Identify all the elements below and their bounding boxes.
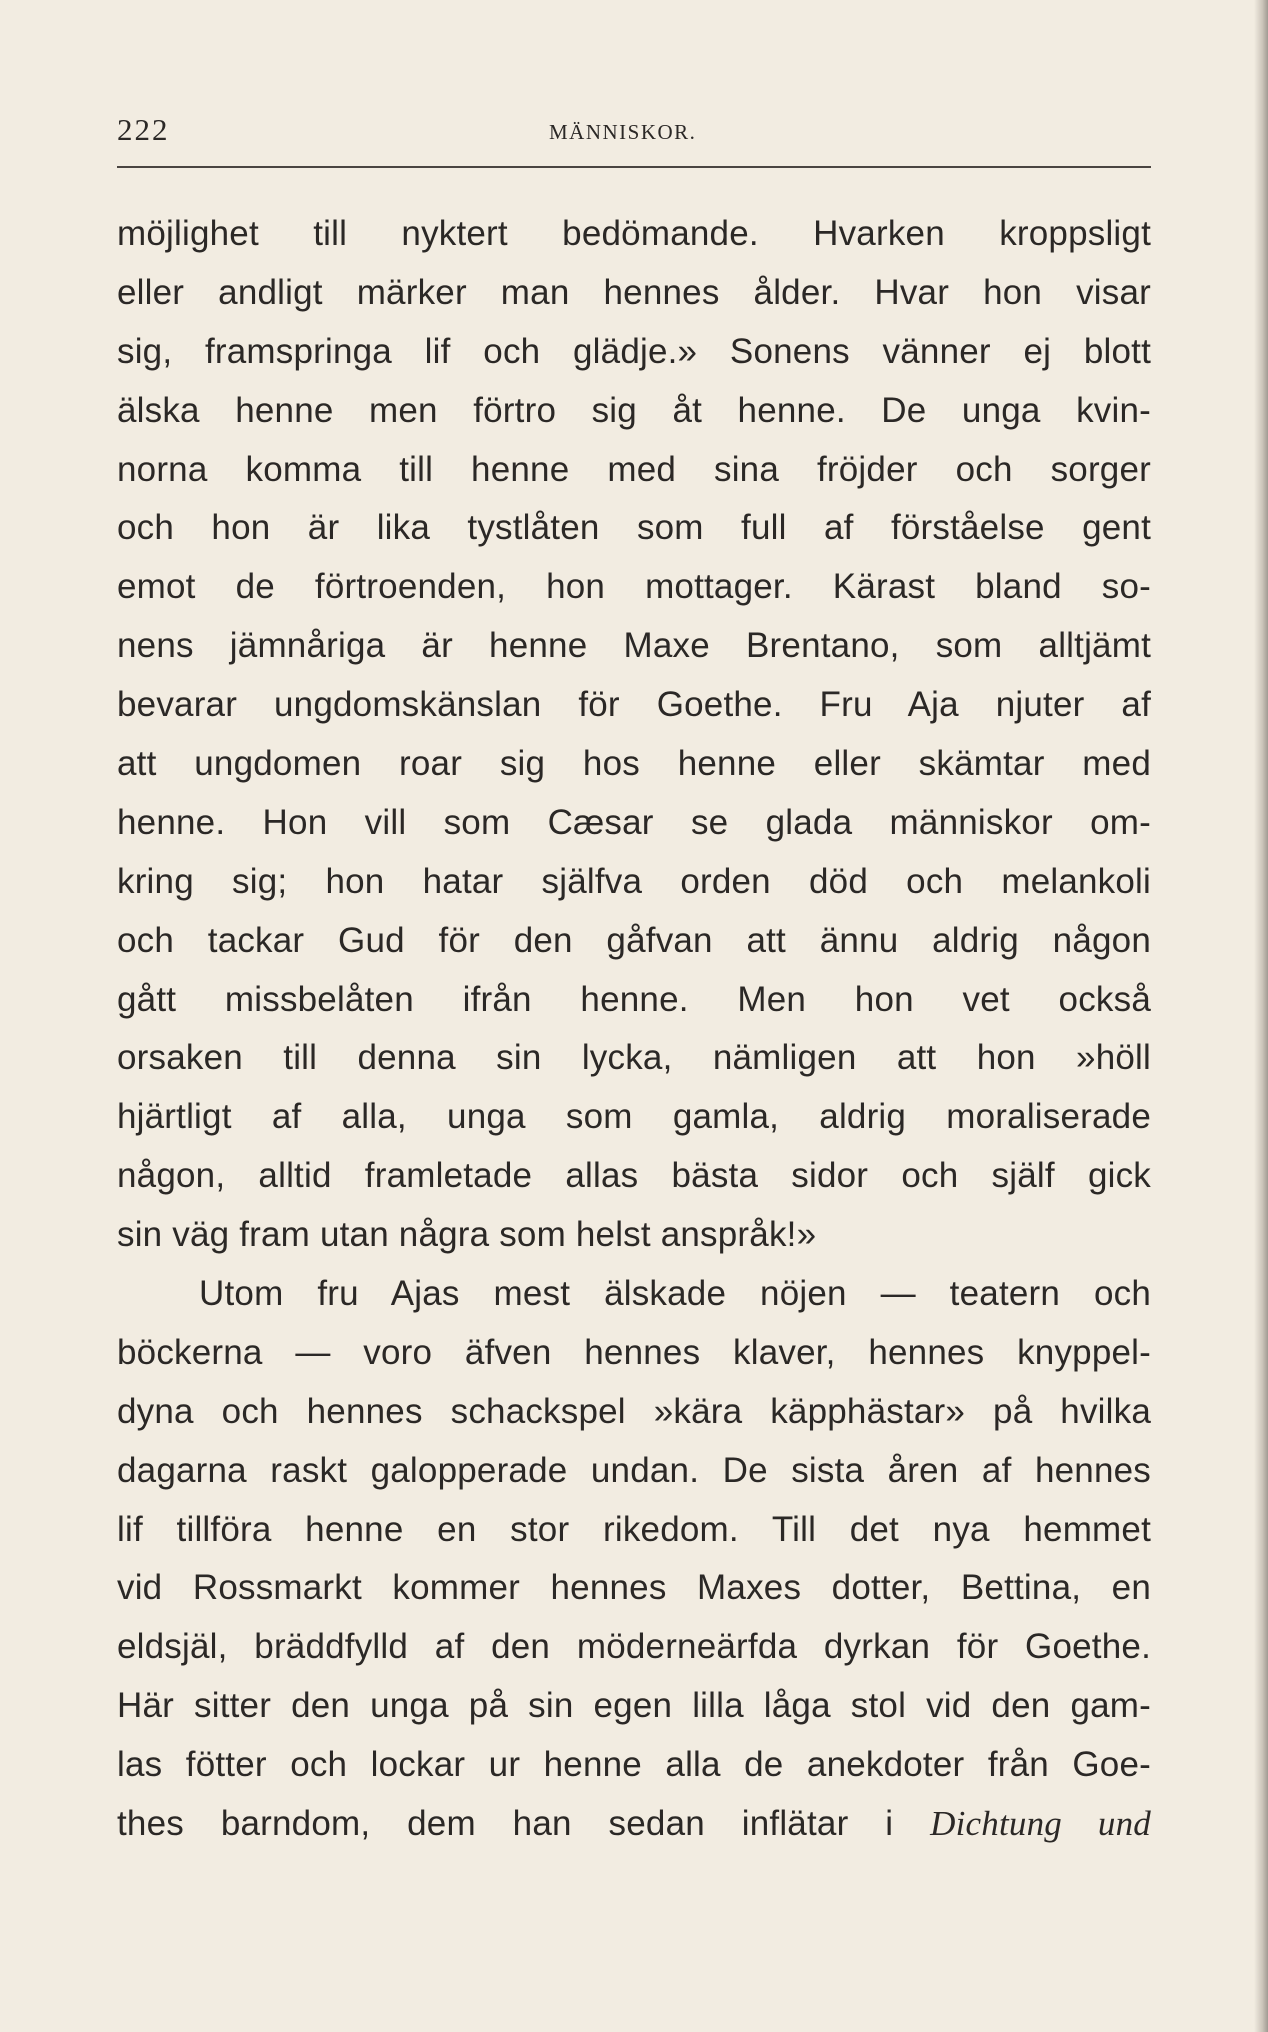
page-edge-shadow [1254, 0, 1268, 2032]
running-head: MÄNNISKOR. [549, 120, 697, 144]
text-line: eller andligt märker man hennes ålder. Hvar hon visar [117, 272, 1151, 312]
body-text [117, 205, 1151, 1854]
text-line: las fötter och lockar ur henne alla de anekdoter från Goe- [117, 1745, 1151, 1785]
page-header [117, 112, 1151, 152]
text-line: vid Rossmarkt kommer hennes Maxes dotter, Bettina, en [117, 1568, 1151, 1608]
text-line-last [117, 1795, 1151, 1854]
page-number: 222 [117, 112, 170, 147]
text-line: hjärtligt af alla, unga som gamla, aldrig moraliserade [117, 1097, 1151, 1137]
text-line: och hon är lika tystlåten som full af förståelse gent [117, 508, 1151, 548]
text-line-paragraph-end: sin väg fram utan några som helst anspråk!» [117, 1215, 817, 1255]
text-line: böckerna — voro äfven hennes klaver, hennes knyppel- [117, 1332, 1151, 1372]
text-line: möjlighet till nyktert bedömande. Hvarken kroppsligt [117, 214, 1151, 253]
text-line: nens jämnåriga är henne Maxe Brentano, som alltjämt [117, 626, 1151, 666]
text-line: kring sig; hon hatar själfva orden död och melankoli [117, 861, 1151, 901]
text-line: lif tillföra henne en stor rikedom. Till det nya hemmet [117, 1509, 1151, 1549]
text-line-last-roman: thes barndom, dem han sedan inflätar i [117, 1804, 894, 1844]
text-line: dyna och hennes schackspel »kära käpphästar» på hvilka [117, 1391, 1151, 1431]
header-rule [117, 166, 1151, 168]
text-line: Här sitter den unga på sin egen lilla låga stol vid den gam- [117, 1686, 1151, 1726]
text-line: eldsjäl, bräddfylld af den möderneärfda dyrkan för Goethe. [117, 1627, 1151, 1667]
text-line: norna komma till henne med sina fröjder och sorger [117, 449, 1151, 489]
text-line: dagarna raskt galopperade undan. De sista åren af hennes [117, 1450, 1151, 1490]
text-line: älska henne men förtro sig åt henne. De unga kvin- [117, 390, 1151, 430]
italic-title: Dichtung und [930, 1804, 1151, 1844]
text-line: gått missbelåten ifrån henne. Men hon vet också [117, 979, 1151, 1019]
text-line-paragraph-start: Utom fru Ajas mest älskade nöjen — teatern och [199, 1274, 1151, 1314]
text-line: att ungdomen roar sig hos henne eller skämtar med [117, 744, 1151, 784]
text-line: bevarar ungdomskänslan för Goethe. Fru Aja njuter af [117, 685, 1151, 725]
text-line: sig, framspringa lif och glädje.» Sonens vänner ej blott [117, 331, 1151, 371]
text-line: emot de förtroenden, hon mottager. Kärast bland so- [117, 567, 1151, 607]
text-line: henne. Hon vill som Cæsar se glada människor om- [117, 802, 1151, 842]
text-line: någon, alltid framletade allas bästa sidor och själf gick [117, 1156, 1151, 1196]
text-line: och tackar Gud för den gåfvan att ännu aldrig någon [117, 920, 1151, 960]
text-line: orsaken till denna sin lycka, nämligen att hon »höll [117, 1038, 1151, 1078]
